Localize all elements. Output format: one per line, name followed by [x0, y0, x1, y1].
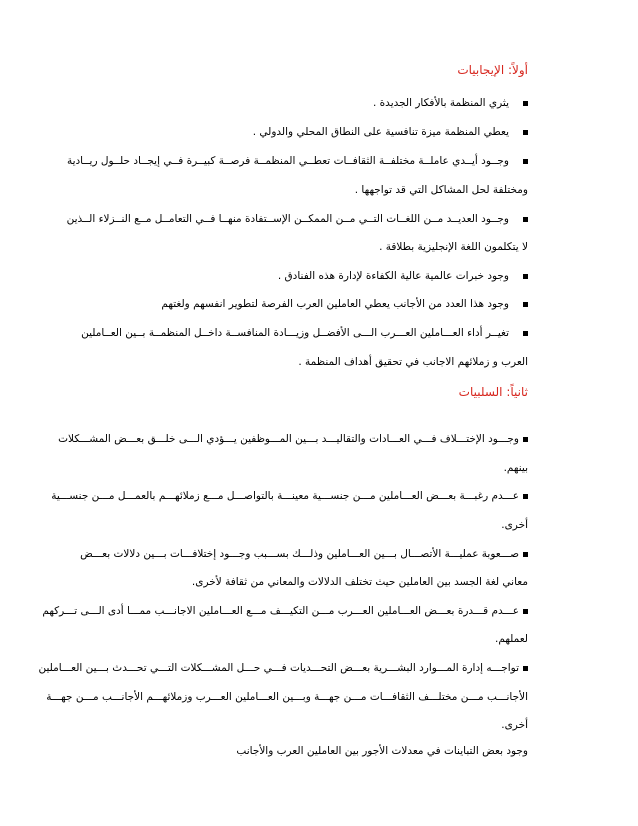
positive-item-4	[66, 212, 528, 226]
positive-item-7-cont: العرب و زملائهم الاجانب في تحقيق أهداف المنظمة .	[298, 356, 528, 368]
heading-negatives: ثانياً: السلبيات	[458, 385, 528, 399]
negative-item-4-cont: لعملهم.	[495, 633, 528, 645]
positive-item-6	[161, 297, 528, 311]
positive-item-2	[253, 125, 528, 139]
negative-item-3-cont: معاني لغة الجسد بين العاملين حيث تختلف الدلالات والمعاني من ثقافة لأخرى.	[191, 576, 528, 588]
bullet-icon	[523, 552, 528, 557]
negative-item-5-cont: الأجانـــب مـــن مختلـــف الثقافـــات مـــن جهـــة وبـــين العـــاملين العـــرب وزملائهـــم الأجانـــب مـــن جهـــة	[46, 691, 528, 703]
heading-positives: أولاً: الإيجابيات	[457, 63, 528, 77]
positive-item-text: يعطي المنظمة ميزة تنافسية على النطاق المحلي والدولي .	[252, 126, 509, 138]
negative-item-5-cont2: أخرى.	[501, 719, 528, 731]
bullet-icon	[523, 101, 528, 106]
positive-item-text: يثري المنظمة بالأفكار الجديدة .	[373, 97, 509, 109]
negative-item-1-cont: بينهم.	[503, 462, 528, 474]
bullet-icon	[523, 437, 528, 442]
negative-item-text: عـــدم رغبـــة بعـــض العـــاملين مـــن جنســـية معينـــة بالتواصـــل مـــع زملائهـــم بالعمـــل مـــن جنســـية	[51, 490, 519, 502]
positive-item-text: وجود خبرات عالمية عالية الكفاءة لإدارة هذه الفنادق .	[277, 270, 509, 282]
bullet-icon	[523, 130, 528, 135]
positive-item-text: وجود هذا العدد من الأجانب يعطي العاملين العرب الفرصة لتطوير انفسهم ولغتهم	[161, 298, 509, 310]
negative-item-2-cont: أخرى.	[501, 519, 528, 531]
bullet-icon	[523, 217, 528, 222]
positive-item-text: وجــود العديــد مــن اللغــات التــي مــن الممكــن الإســتفادة منهــا فــي التعامــل مــع النــزلاء الــذين	[66, 213, 509, 225]
bullet-icon	[523, 302, 528, 307]
bullet-icon	[523, 331, 528, 336]
negative-item-text: عـــدم قـــدرة بعـــض العـــاملين العـــرب مـــن التكيـــف مـــع العـــاملين الاجانـــب ممـــا أدى الـــى تـــركهم	[42, 605, 519, 617]
positive-item-text: تغيــر أداء العـــاملين العـــرب الـــى الأفضــل وزيـــادة المنافســة داخــل المنظمــة بــين العــاملين	[81, 327, 509, 339]
bullet-icon	[523, 494, 528, 499]
negative-item-4	[42, 604, 528, 618]
positive-item-1	[373, 96, 528, 110]
negative-item-1	[58, 432, 528, 446]
negative-item-5	[38, 661, 528, 675]
negative-item-2	[51, 489, 528, 503]
positive-item-4-cont: لا يتكلمون اللغة الإنجليزية بطلاقة .	[379, 241, 528, 253]
positive-item-7	[81, 326, 528, 340]
bullet-icon	[523, 609, 528, 614]
bullet-icon	[523, 274, 528, 279]
positive-item-3-cont: ومختلفة لحل المشاكل التي قد تواجهها .	[354, 184, 528, 196]
bullet-icon	[523, 159, 528, 164]
positive-item-text: وجــود أيــدي عاملــة مختلفــة الثقافــات تعطــي المنظمــة فرصــة كبيــرة فــي إيجــاد حلــول ريــادية	[66, 155, 509, 167]
positive-item-3	[66, 154, 528, 168]
negative-item-text: صـــعوبة عمليـــة الأتصـــال بـــين العـــاملين وذلـــك بســـبب وجـــود إختلافـــات بـــين دلالات بعـــض	[80, 548, 519, 560]
negative-item-text: تواجـــه إدارة المـــوارد البشـــرية بعـــض التحـــديات فـــي حـــل المشـــكلات التـــي تحـــدث بـــين العـــاملين	[38, 662, 519, 674]
negative-item-3	[80, 547, 528, 561]
closing-line: وجود بعض التباينات في معدلات الأجور بين العاملين العرب والأجانب	[236, 745, 528, 757]
positive-item-5	[278, 269, 528, 283]
bullet-icon	[523, 666, 528, 671]
negative-item-text: وجـــود الإختـــلاف فـــي العـــادات والتقاليـــد بـــين المـــوظفين يـــؤدي الـــى خلـــق بعـــض المشـــكلات	[58, 433, 519, 445]
